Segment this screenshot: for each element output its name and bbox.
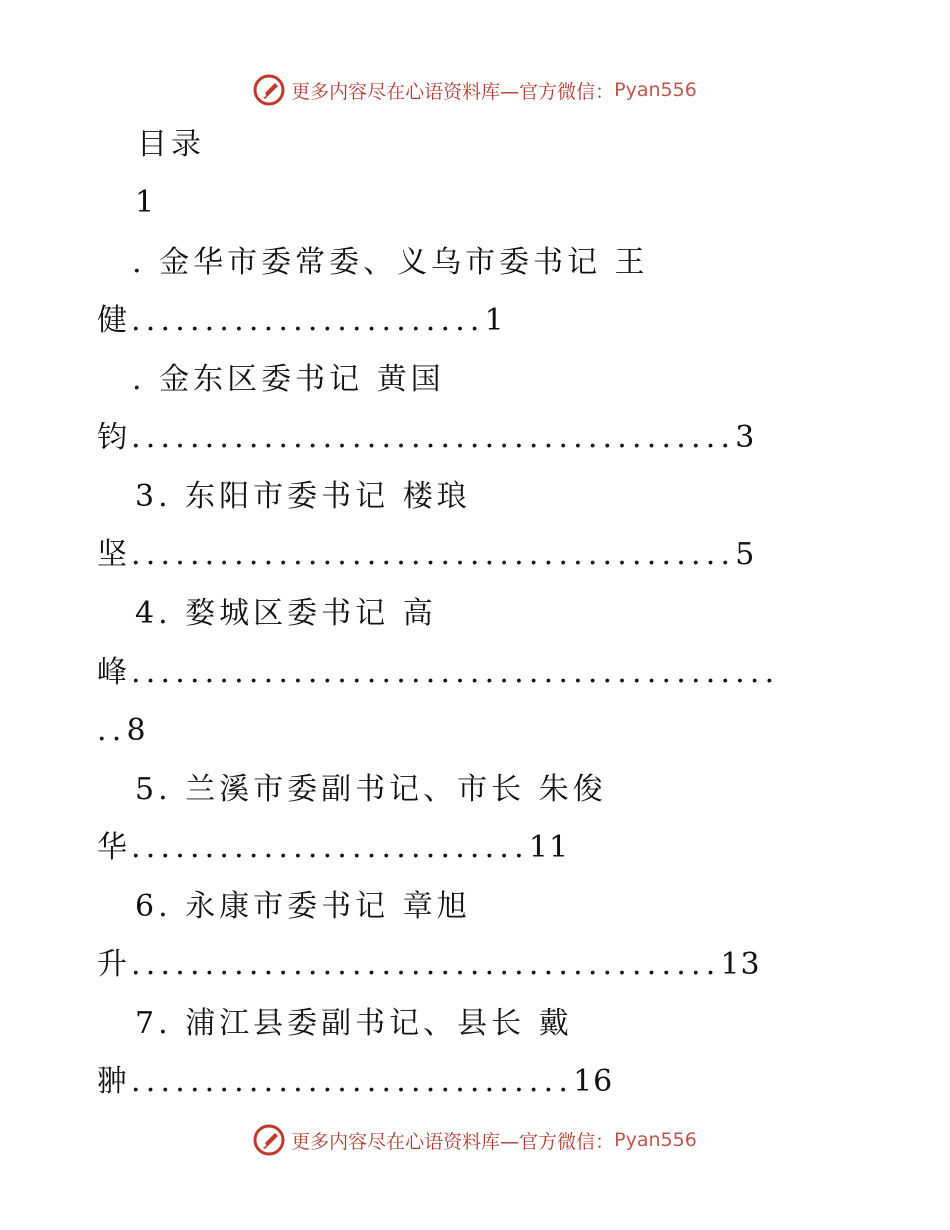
banner-text: 更多内容尽在心语资料库—官方微信： xyxy=(291,1130,615,1153)
toc-entry-leader[interactable] xyxy=(97,945,761,985)
toc-entry-tail: 华 xyxy=(97,830,131,865)
toc-entry-page: 3 xyxy=(735,420,756,455)
banner-text: 更多内容尽在心语资料库—官方微信： xyxy=(291,80,615,103)
toc-first-number: 1 xyxy=(135,185,159,220)
toc-entry-dots: ........................................ xyxy=(131,947,721,982)
footer-watermark-banner xyxy=(0,1120,950,1160)
pen-logo-icon xyxy=(253,1124,285,1156)
toc-entry-leader[interactable] xyxy=(97,535,755,575)
toc-entry-title[interactable]: 3. 东阳市委书记 楼琅 xyxy=(135,479,471,514)
toc-entry-title[interactable]: 6. 永康市委书记 章旭 xyxy=(135,889,471,924)
toc-heading: 目录 xyxy=(137,127,205,162)
toc-entry-title[interactable]: 5. 兰溪市委副书记、市长 朱俊 xyxy=(135,772,607,807)
toc-entry-dots: ........................... xyxy=(131,830,529,865)
toc-entry-tail: 升 xyxy=(97,947,131,982)
banner-wechat-id: Pyan556 xyxy=(614,1129,697,1151)
toc-entry-page: 1 xyxy=(484,303,505,338)
banner-wechat-id: Pyan556 xyxy=(614,79,697,101)
toc-entry-leader[interactable] xyxy=(97,301,505,341)
toc-entry-dots: ......................................... xyxy=(131,537,736,572)
toc-entry-title[interactable]: 4. 婺城区委书记 高 xyxy=(135,596,437,631)
toc-entry-tail: 坚 xyxy=(97,537,131,572)
toc-entry-page: 8 xyxy=(126,713,147,748)
toc-entry-tail: 翀 xyxy=(97,1064,131,1099)
toc-entry-leader[interactable] xyxy=(97,418,755,458)
toc-entry-tail: 峰 xyxy=(97,655,131,690)
toc-entry-dots: ......................................... xyxy=(131,420,736,455)
toc-entry-dots: ........................ xyxy=(131,303,485,338)
toc-entry-page: 11 xyxy=(528,830,570,865)
toc-entry-tail: 健 xyxy=(97,303,131,338)
toc-entry-title[interactable]: 7. 浦江县委副书记、县长 戴 xyxy=(135,1006,573,1041)
toc-entry-title[interactable]: . 金华市委常委、义乌市委书记 王 xyxy=(132,245,649,280)
toc-entry-page: 16 xyxy=(573,1064,614,1099)
toc-entry-dots: ............................................ xyxy=(131,655,780,690)
toc-entry-dots: .. xyxy=(97,713,127,748)
toc-entry-leader[interactable] xyxy=(97,1062,613,1102)
toc-entry-leader-continued[interactable] xyxy=(97,711,147,751)
toc-entry-leader[interactable] xyxy=(97,653,779,693)
toc-entry-title[interactable]: . 金东区委书记 黄国 xyxy=(132,362,445,397)
toc-entry-tail: 钧 xyxy=(97,420,131,455)
toc-entry-leader[interactable] xyxy=(97,828,569,868)
toc-entry-page: 13 xyxy=(720,947,761,982)
toc-entry-page: 5 xyxy=(735,537,756,572)
toc-entry-dots: .............................. xyxy=(131,1064,574,1099)
